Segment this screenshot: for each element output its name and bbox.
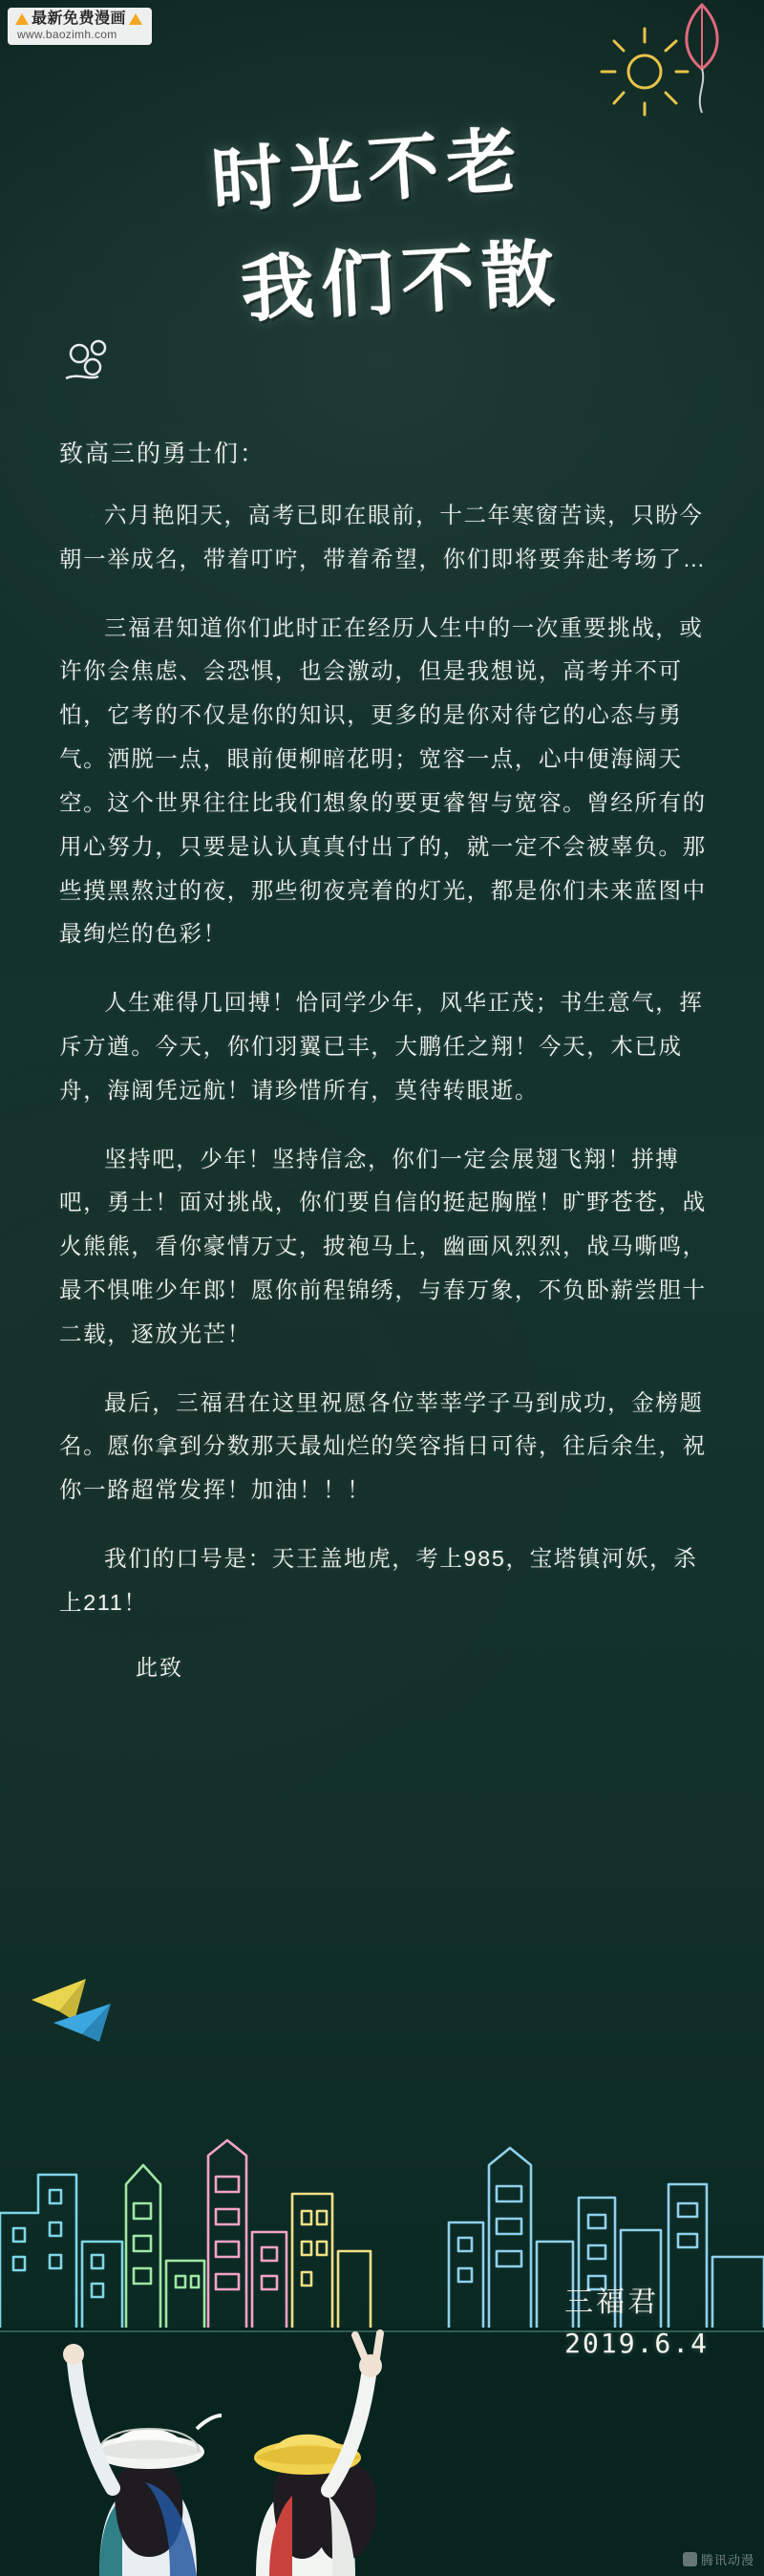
letter-paragraph: 坚持吧，少年！坚持信念，你们一定会展翅飞翔！拼搏吧，勇士！面对挑战，你们要自信的挺起胸膛！旷野苍苍，战火熊熊，看你豪情万丈，披袍马上，幽画风烈烈，战马嘶鸣，最不惧唯少年郎！愿你前程锦绣，与春万象，不负卧薪尝胆十二载，逐放光芒！ (59, 1146, 707, 1346)
letter-paragraph: 我们的口号是：天王盖地虎，考上985，宝塔镇河妖，杀上211！ (59, 1546, 698, 1615)
title-line-2: 我们不散 (239, 230, 564, 333)
signature-block (564, 2281, 709, 2364)
letter-body (59, 435, 718, 1682)
watermark-title-row (15, 11, 142, 28)
brand-logo-icon (683, 2552, 697, 2566)
watermark-url: www.baozimh.com (17, 27, 117, 41)
watermark-site-name: 最新免费漫画 (32, 11, 127, 27)
letter-paragraph: 最后，三福君在这里祝愿各位莘莘学子马到成功，金榜题名。愿你拿到分数那天最灿烂的笑容指日可待，往后余生，祝你一路超常发挥！加油！！！ (59, 1389, 707, 1503)
signature-date: 2019.6.4 (564, 2328, 709, 2359)
title-line-1: 时光不老 (208, 118, 528, 224)
triangle-icon (129, 13, 142, 25)
poster-title (0, 115, 764, 333)
site-watermark (8, 8, 152, 45)
signature-name: 三福君 (564, 2286, 660, 2318)
triangle-icon (15, 13, 29, 25)
paper-plane-doodle-icon (27, 1962, 141, 2048)
letter-paragraph: 三福君知道你们此时正在经历人生中的一次重要挑战，或许你会焦虑、会恐惧，也会激动，但是我想说，高考并不可怕，它考的不仅是你的知识，更多的是你对待它的心态与勇气。洒脱一点，眼前便柳暗花明；宽容一点，心中便海阔天空。这个世界往往比我们想象的要更睿智与宽容。曾经所有的用心努力，只要是认认真真付出了的，就一定不会被辜负。那些摸黑熬过的夜，那些彻夜亮着的灯光，都是你们未来蓝图中最绚烂的色彩！ (59, 614, 707, 947)
letter-closing: 此致 (136, 1654, 183, 1680)
letter-paragraph: 人生难得几回搏！恰同学少年，风华正茂；书生意气，挥斥方遒。今天，你们羽翼已丰，大鹏任之翔！今天，木已成舟，海阔凭远航！请珍惜所有，莫待转眼逝。 (59, 990, 704, 1103)
letter-paragraph: 六月艳阳天，高考已即在眼前，十二年寒窗苦读，只盼今朝一举成名，带着叮咛，带着希望，你们即将要奔赴考场了… (59, 503, 707, 571)
brand-label: 腾讯动漫 (700, 2553, 754, 2567)
brand-footer (683, 2550, 754, 2568)
letter-salutation: 致高三的勇士们： (59, 440, 266, 467)
